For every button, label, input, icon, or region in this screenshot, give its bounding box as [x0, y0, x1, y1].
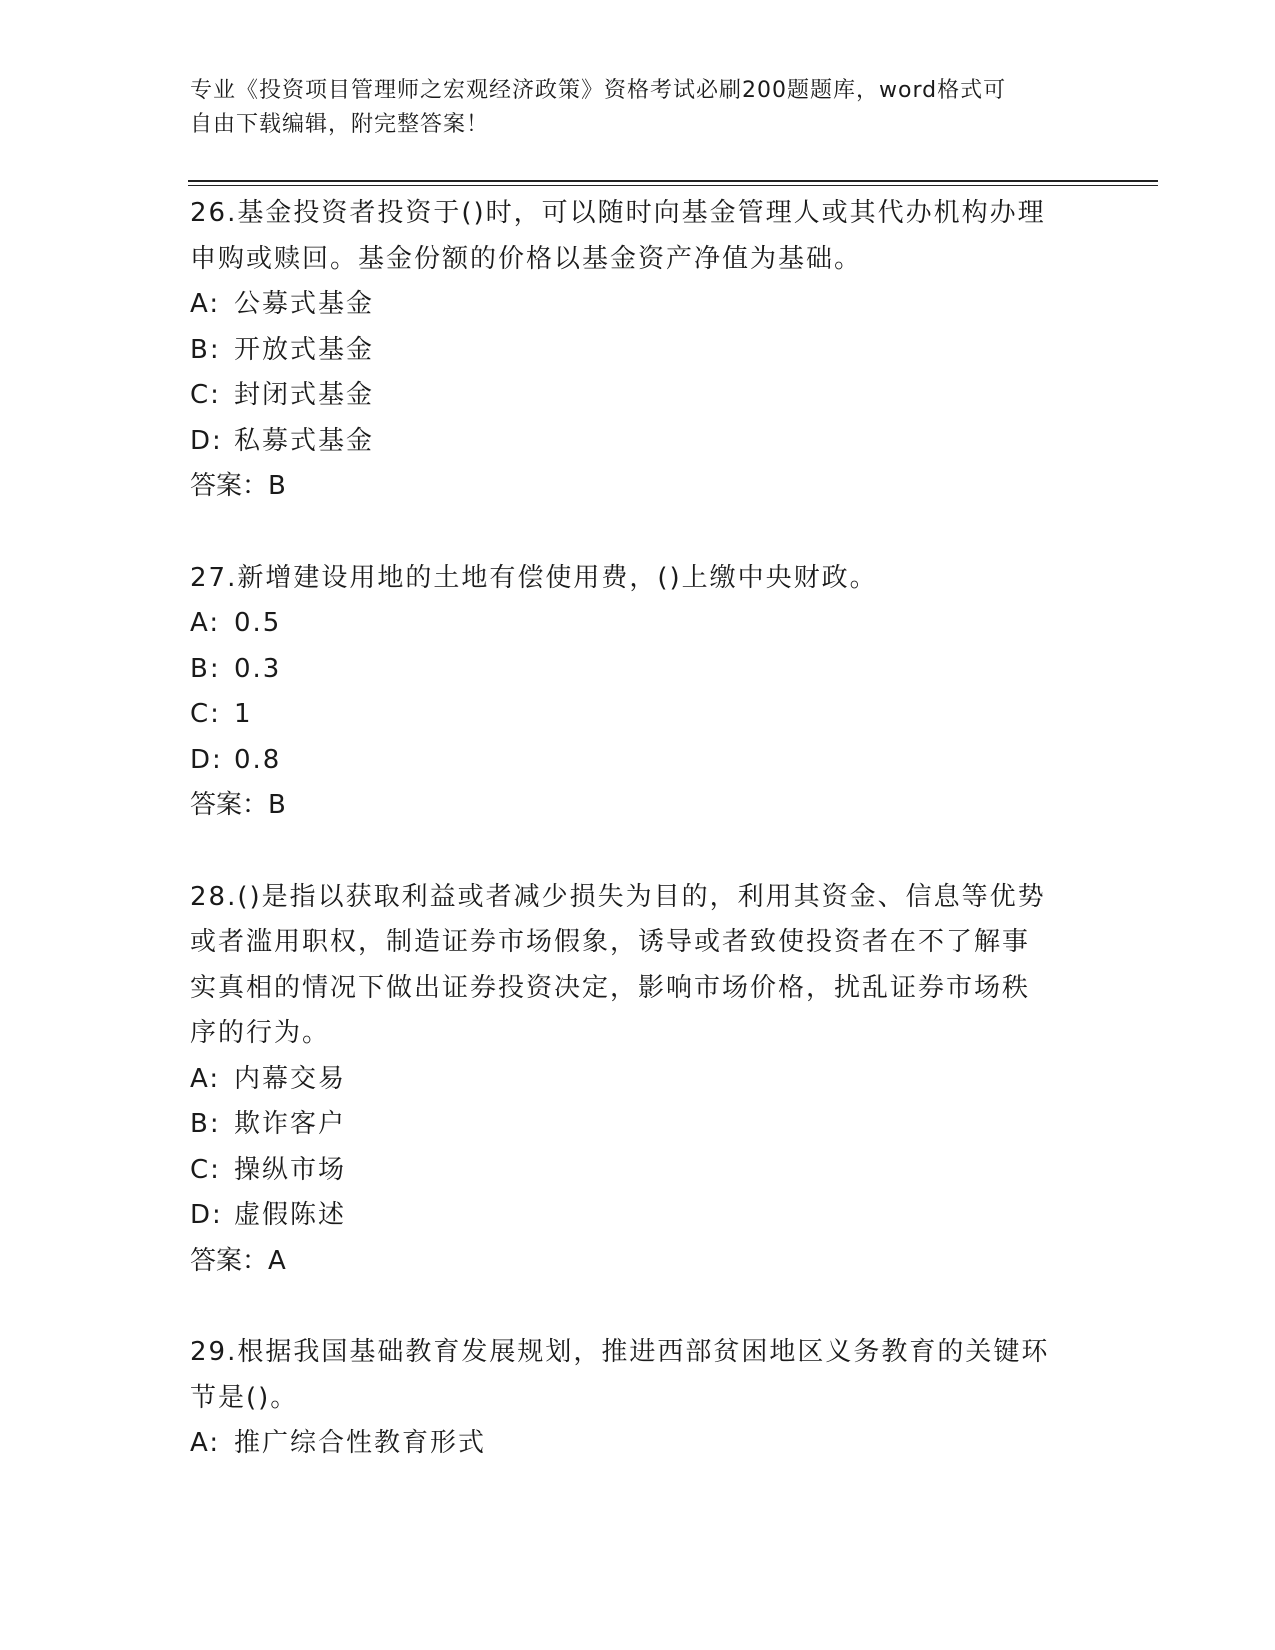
question-text-line: 或者滥用职权，制造证券市场假象，诱导或者致使投资者在不了解事: [190, 927, 1031, 957]
option-key: D:: [190, 744, 223, 775]
option-key: D:: [190, 425, 223, 456]
option-text: 0.8: [234, 744, 282, 775]
document-header: [190, 74, 1090, 142]
question-text-line: 节是()。: [190, 1382, 299, 1413]
option-text: 私募式基金: [234, 425, 375, 456]
option-key: C:: [190, 1154, 221, 1185]
option-d: [190, 1193, 1090, 1239]
option-c: [190, 373, 1090, 419]
option-key: A:: [190, 608, 221, 638]
header-line-1: 专业《投资项目管理师之宏观经济政策》资格考试必刷200题题库，word格式可: [190, 78, 1007, 103]
question-27: [190, 556, 1090, 829]
option-a: [190, 601, 1090, 647]
option-a: [190, 282, 1090, 328]
answer-label: 答案：: [190, 790, 269, 820]
option-key: A:: [190, 1063, 221, 1094]
question-text-line: 26.基金投资者投资于()时，可以随时向基金管理人或其代办机构办理: [190, 198, 1046, 228]
header-line-2: 自由下载编辑，附完整答案！: [190, 112, 490, 137]
question-text-line: 申购或赎回。基金份额的价格以基金资产净值为基础。: [190, 243, 863, 274]
option-text: 开放式基金: [234, 334, 375, 365]
answer-label: 答案：: [190, 471, 269, 501]
option-key: B:: [190, 334, 221, 365]
option-b: [190, 328, 1090, 374]
question-text-line: 实真相的情况下做出证券投资决定，影响市场价格，扰乱证券市场秩: [190, 972, 1031, 1003]
option-b: [190, 1102, 1090, 1148]
option-c: [190, 692, 1090, 738]
question-28: [190, 875, 1090, 1285]
option-b: [190, 647, 1090, 693]
option-text: 0.5: [234, 608, 282, 638]
option-c: [190, 1148, 1090, 1194]
option-text: 欺诈客户: [234, 1109, 347, 1139]
question-text-line: 序的行为。: [190, 1018, 331, 1048]
option-text: 1: [234, 699, 253, 729]
question-text-line: 27.新增建设用地的土地有偿使用费，()上缴中央财政。: [190, 562, 878, 593]
option-a: [190, 1057, 1090, 1103]
option-text: 0.3: [234, 653, 282, 684]
option-key: D:: [190, 1200, 223, 1230]
option-a: [190, 1421, 1090, 1467]
answer-label: 答案：: [190, 1245, 269, 1276]
answer-value: B: [268, 471, 286, 501]
question-list: [190, 191, 1090, 1513]
option-text: 虚假陈述: [234, 1200, 347, 1230]
option-key: A:: [190, 289, 221, 319]
option-text: 公募式基金: [234, 289, 375, 319]
option-key: B:: [190, 1109, 221, 1139]
option-text: 操纵市场: [234, 1154, 347, 1185]
header-divider-thick: [188, 180, 1158, 182]
question-text-line: 28.()是指以获取利益或者减少损失为目的，利用其资金、信息等优势: [190, 881, 1046, 912]
option-d: [190, 738, 1090, 784]
option-d: [190, 419, 1090, 465]
question-26: [190, 191, 1090, 510]
option-text: 推广综合性教育形式: [234, 1428, 487, 1458]
question-text-line: 29.根据我国基础教育发展规划，推进西部贫困地区义务教育的关键环: [190, 1337, 1050, 1367]
option-key: A:: [190, 1428, 221, 1458]
answer-line: [190, 464, 1090, 510]
option-key: C:: [190, 380, 221, 410]
answer-value: A: [268, 1245, 286, 1276]
option-key: C:: [190, 699, 221, 729]
option-text: 内幕交易: [234, 1063, 347, 1094]
header-divider-thin: [188, 185, 1158, 186]
option-text: 封闭式基金: [234, 380, 375, 410]
answer-value: B: [268, 790, 286, 820]
option-key: B:: [190, 653, 221, 684]
question-29: [190, 1330, 1090, 1467]
answer-line: [190, 1239, 1090, 1285]
answer-line: [190, 783, 1090, 829]
